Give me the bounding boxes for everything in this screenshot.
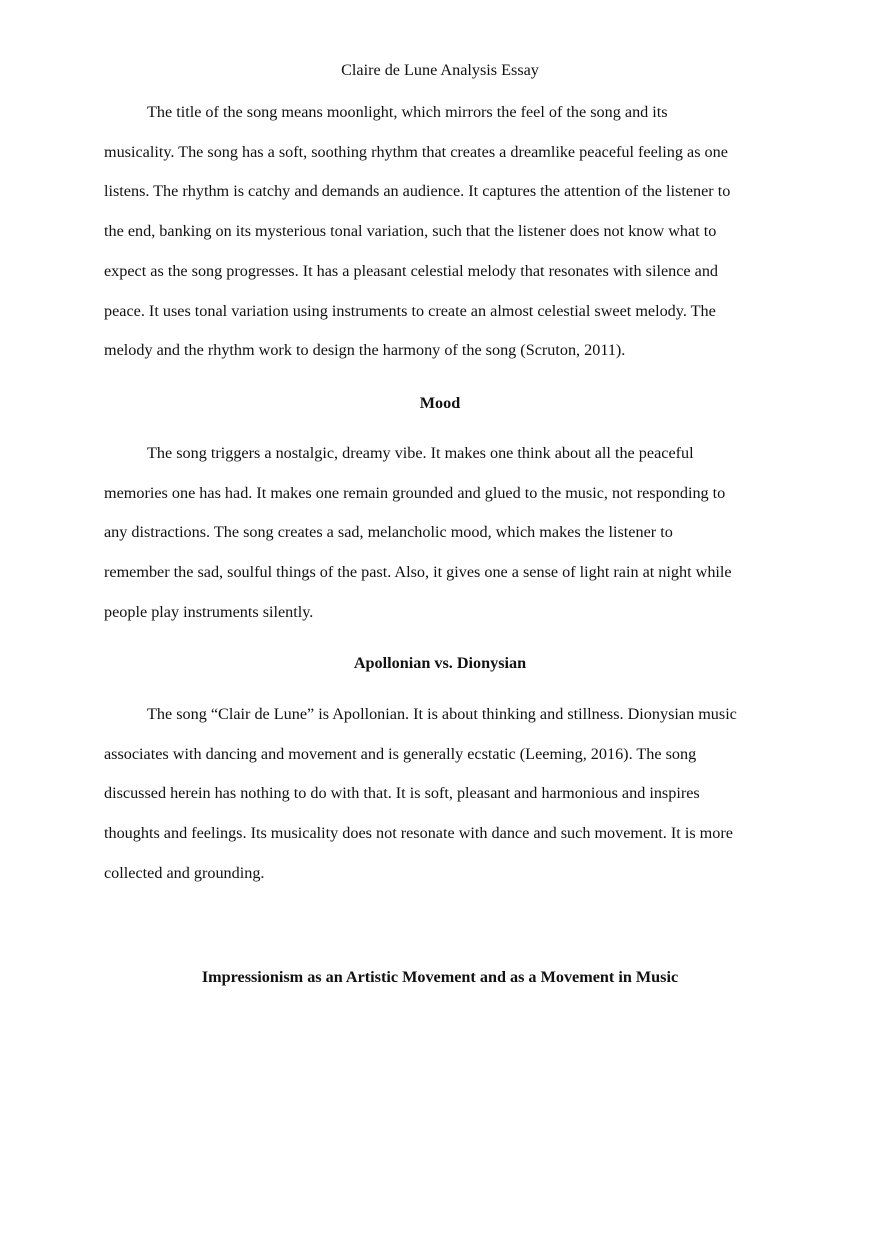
text-line: associates with dancing and movement and is generally ecstatic (Leeming, 2016). The song bbox=[104, 744, 697, 763]
text-line: memories one has had. It makes one remain grounded and glued to the music, not responding to bbox=[104, 483, 726, 502]
page-title: Claire de Lune Analysis Essay bbox=[341, 61, 539, 79]
section-heading-apollonian: Apollonian vs. Dionysian bbox=[353, 654, 527, 672]
section-heading-mood: Mood bbox=[419, 394, 461, 412]
section-heading-impressionism: Impressionism as an Artistic Movement and as a Movement in Music bbox=[201, 968, 679, 986]
text-line: collected and grounding. bbox=[104, 863, 265, 882]
text-line: people play instruments silently. bbox=[104, 602, 314, 621]
text-line: melody and the rhythm work to design the harmony of the song (Scruton, 2011). bbox=[104, 341, 626, 360]
text-line: The song triggers a nostalgic, dreamy vibe. It makes one think about all the peaceful bbox=[147, 444, 694, 462]
paragraph-mood bbox=[104, 434, 794, 633]
text-line: peace. It uses tonal variation using instruments to create an almost celestial sweet melody. The bbox=[104, 301, 716, 320]
text-line: expect as the song progresses. It has a pleasant celestial melody that resonates with silence and bbox=[104, 261, 719, 280]
paragraph-apollonian bbox=[104, 695, 794, 894]
text-line: listens. The rhythm is catchy and demands an audience. It captures the attention of the listener to bbox=[104, 182, 731, 201]
text-line: remember the sad, soulful things of the past. Also, it gives one a sense of light rain at night while bbox=[104, 563, 732, 582]
paragraph-intro bbox=[104, 93, 794, 371]
text-line: thoughts and feelings. Its musicality does not resonate with dance and such movement. It is more bbox=[104, 824, 733, 843]
text-line: any distractions. The song creates a sad, melancholic mood, which makes the listener to bbox=[104, 523, 673, 542]
text-line: discussed herein has nothing to do with that. It is soft, pleasant and harmonious and inspires bbox=[104, 784, 700, 803]
text-line: musicality. The song has a soft, soothing rhythm that creates a dreamlike peaceful feeling as one bbox=[104, 142, 728, 161]
text-line: The song “Clair de Lune” is Apollonian. It is about thinking and stillness. Dionysian music bbox=[147, 705, 737, 723]
text-line: the end, banking on its mysterious tonal variation, such that the listener does not know what to bbox=[104, 222, 717, 241]
text-line: The title of the song means moonlight, which mirrors the feel of the song and its bbox=[147, 103, 668, 121]
